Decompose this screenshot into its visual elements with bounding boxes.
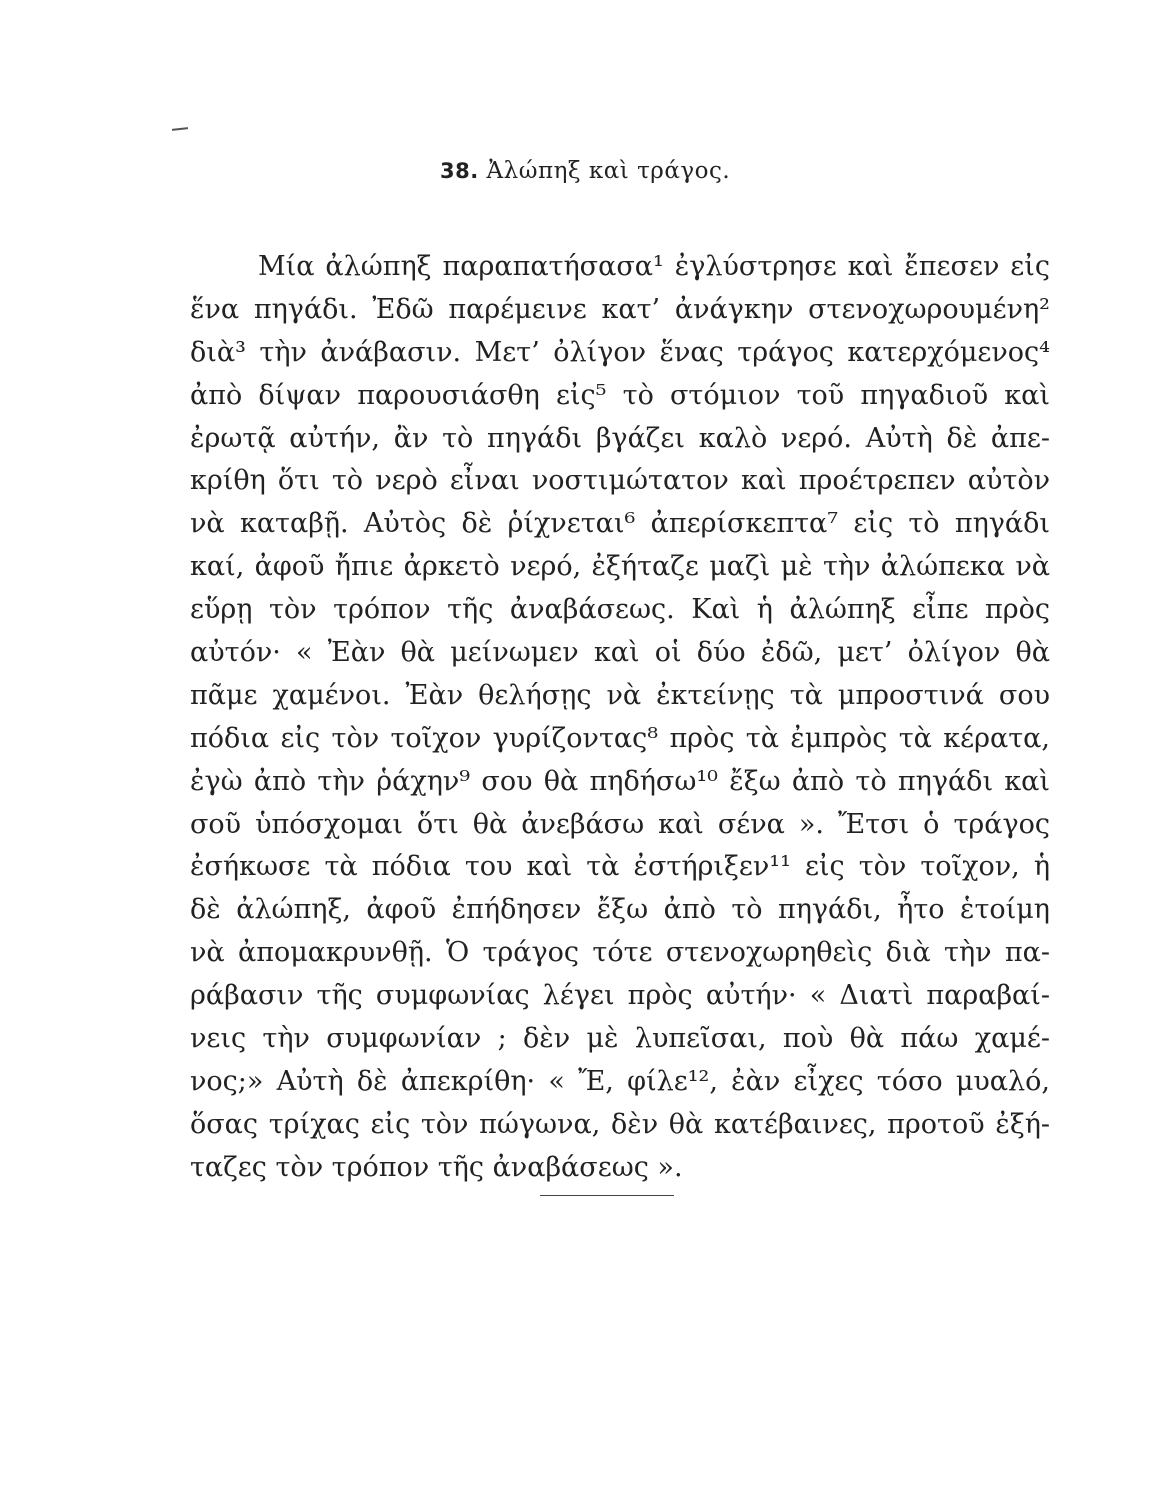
text-line: σοῦ ὑπόσχομαι ὅτι θὰ ἀνεβάσω καὶ σένα ». Ἔτσι ὁ τράγος [190, 808, 1050, 840]
text-line: πᾶμε χαμένοι. Ἐὰν θελήσῃς νὰ ἐκτείνῃς τὰ μπροστινά σου [190, 679, 1050, 711]
text-line: ἀπὸ δίψαν παρουσιάσθη εἰς⁵ τὸ στόμιον τοῦ πηγαδιοῦ καὶ [190, 379, 1050, 411]
text-line: διὰ³ τὴν ἀνάβασιν. Μετ’ ὀλίγον ἕνας τράγος κατερχόμενος⁴ [190, 336, 1050, 368]
section-divider [540, 1195, 674, 1196]
text-line: καί, ἀφοῦ ἤπιε ἀρκετὸ νερό, ἐξήταζε μαζὶ μὲ τὴν ἀλώπεκα νὰ [190, 551, 1050, 583]
text-line: ὅσας τρίχας εἰς τὸν πώγωνα, δὲν θὰ κατέβαινες, προτοῦ ἐξή- [190, 1108, 1050, 1140]
text-line: νεις τὴν συμφωνίαν ; δὲν μὲ λυπεῖσαι, ποὺ θὰ πάω χαμέ- [190, 1023, 1050, 1055]
fable-title-text: Ἀλώπηξ καὶ τράγος. [486, 158, 731, 184]
fable-title [440, 158, 730, 184]
text-line: δὲ ἀλώπηξ, ἀφοῦ ἐπήδησεν ἔξω ἀπὸ τὸ πηγάδι, ἦτο ἑτοίμη [190, 894, 1050, 926]
text-line: νος;» Αὐτὴ δὲ ἀπεκρίθη· « Ἔ, φίλε¹², ἐὰν εἶχες τόσο μυαλό, [190, 1065, 1050, 1097]
text-line: κρίθη ὅτι τὸ νερὸ εἶναι νοστιμώτατον καὶ προέτρεπεν αὐτὸν [190, 465, 1050, 497]
text-line: νὰ καταβῇ. Αὐτὸς δὲ ῥίχνεται⁶ ἀπερίσκεπτα⁷ εἰς τὸ πηγάδι [190, 508, 1050, 540]
text-line: ταζες τὸν τρόπον τῆς ἀναβάσεως ». [190, 1151, 683, 1183]
text-line: ἐρωτᾷ αὐτήν, ἂν τὸ πηγάδι βγάζει καλὸ νερό. Αὐτὴ δὲ ἀπε- [190, 422, 1050, 454]
text-line: ἐγὼ ἀπὸ τὴν ῥάχην⁹ σου θὰ πηδήσω¹⁰ ἔξω ἀπὸ τὸ πηγάδι καὶ [190, 765, 1050, 797]
stray-pen-mark [172, 127, 188, 131]
text-line: ράβασιν τῆς συμφωνίας λέγει πρὸς αὐτήν· « Διατὶ παραβαί- [190, 980, 1050, 1012]
fable-number: 38. [440, 159, 479, 183]
text-line: εὕρῃ τὸν τρόπον τῆς ἀναβάσεως. Καὶ ἡ ἀλώπηξ εἶπε πρὸς [190, 594, 1050, 626]
text-line: ἕνα πηγάδι. Ἐδῶ παρέμεινε κατ’ ἀνάγκην στενοχωρουμένη² [190, 293, 1050, 325]
text-line: Μία ἀλώπηξ παραπατήσασα¹ ἐγλύστρησε καὶ ἔπεσεν εἰς [258, 251, 1050, 282]
text-line: νὰ ἀπομακρυνθῇ. Ὁ τράγος τότε στενοχωρηθεὶς διὰ τὴν πα- [190, 937, 1050, 969]
fable-body [190, 246, 1050, 1190]
text-line: πόδια εἰς τὸν τοῖχον γυρίζοντας⁸ πρὸς τὰ ἐμπρὸς τὰ κέρατα, [190, 722, 1050, 754]
text-line: ἐσήκωσε τὰ πόδια του καὶ τὰ ἐστήριξεν¹¹ εἰς τὸν τοῖχον, ἡ [190, 851, 1050, 883]
text-line: αὐτόν· « Ἐὰν θὰ μείνωμεν καὶ οἱ δύο ἐδῶ, μετ’ ὀλίγον θὰ [190, 637, 1050, 669]
